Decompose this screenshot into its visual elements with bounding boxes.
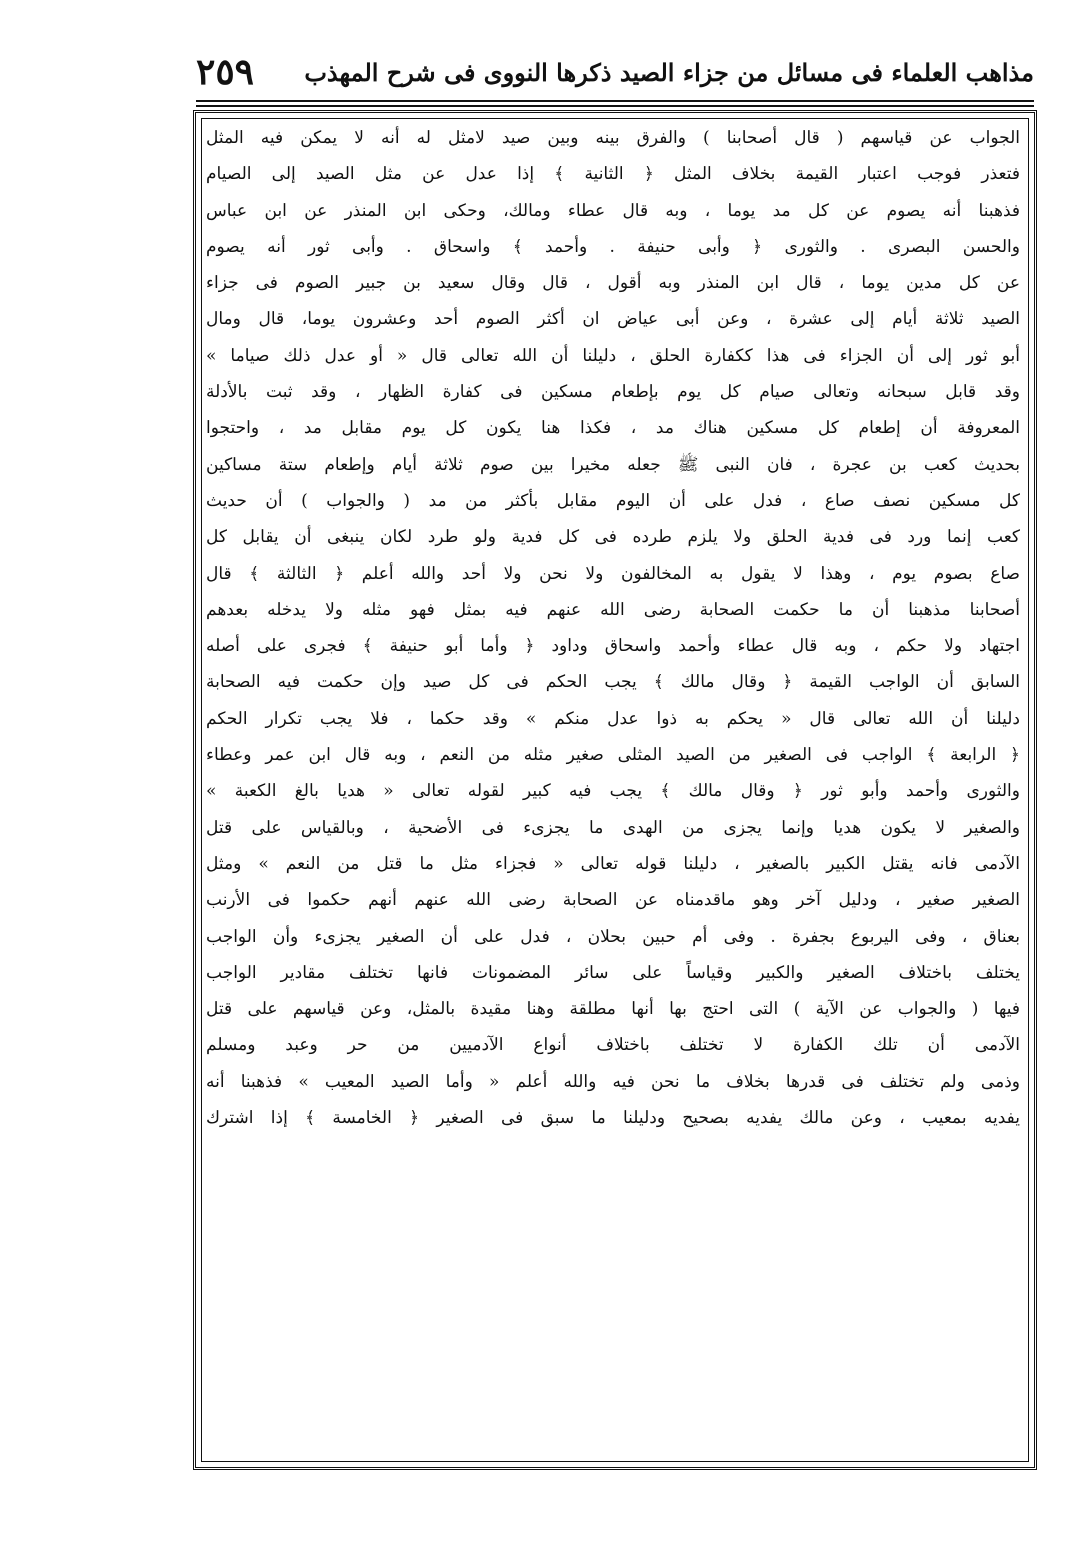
text-line: يفديه بمعيب ، وعن مالك يفديه بصحيح ودليلنا ما سبق فى الصغير ﴿ الخامسة ﴾ إذا اشترك <box>206 1108 1020 1129</box>
text-line: بعناق ، وفى اليربوع بجفرة . وفى أم حبين بحلان ، فدل على أن الصغير يجزىء وأن الواجب <box>206 926 1020 947</box>
text-line: فتعذر فوجب اعتبار القيمة بخلاف المثل ﴿ الثانية ﴾ إذا عدل عن مثل الصيد إلى الصيام <box>206 164 1020 185</box>
text-line: دليلنا أن الله تعالى قال « يحكم به ذوا عدل منكم » وقد حكما ، فلا يجب تكرار الحكم <box>206 708 1020 729</box>
page-number: ٢٥٩ <box>196 51 255 93</box>
text-line: الجواب عن قياسهم ( قال أصحابنا ) والفرق بينه وبين صيد لامثل له أنه لا يمكن فيه المثل <box>206 128 1020 148</box>
body-text <box>206 120 1020 1460</box>
text-line: السابق أن الواجب القيمة ﴿ وقال مالك ﴾ يجب الحكم فى كل صيد وإن حكمت فيه الصحابة <box>206 672 1020 693</box>
text-line: الصيد ثلاثة أيام إلى عشرة ، وعن أبى عياض ان أكثر الصوم أحد وعشرون يوما، قال ومال <box>206 309 1020 330</box>
text-line: وقد قابل سبحانه وتعالى صيام كل يوم بإطعام مسكين فى كفارة الظهار ، وقد ثبت بالأدلة <box>206 382 1020 403</box>
text-line: عن كل مدين يوما ، قال ابن المنذر وبه أقول ، قال وقال سعيد بن جبير الصوم فى جزاء <box>206 273 1020 294</box>
text-line: والحسن البصرى . والثورى ﴿ وأبى حنيفة . وأحمد ﴾ واسحاق . وأبى ثور أنه يصوم <box>206 236 1020 257</box>
text-line: الصغير صغير ، ودليل آخر وهو ماقدمناه عن الصحابة رضى الله عنهم أنهم حكموا فى الأرنب <box>206 890 1020 911</box>
header-rule-bottom <box>196 105 1034 107</box>
text-line: المعروفة أن إطعام كل مسكين هناك مد ، فكذا هنا يكون كل يوم مقابل مد ، واحتجوا <box>206 418 1020 439</box>
text-line: الآدمى فانه يقتل الكبير بالصغير ، دليلنا قوله تعالى « فجزاء مثل ما قتل من النعم » ومثل <box>206 853 1020 874</box>
text-line: كعب إنما ورد فى فدية الحلق ولا يلزم طرده فى كل فدية ولو طرد لكان ينبغى أن يقابل كل <box>206 527 1020 548</box>
text-line: والثورى وأحمد وأبو ثور ﴿ وقال مالك ﴾ يجب فيه كبير لقوله تعالى « هديا بالغ الكعبة » <box>206 781 1020 802</box>
text-line: يختلف باختلاف الصغير والكبير وقياساً على سائر المضمونات فانها تختلف مقادير الواجب <box>206 962 1020 983</box>
page-header <box>196 44 1034 100</box>
text-line: بحديث كعب بن عجرة ، فان النبى ﷺ جعله مخيرا بين صوم ثلاثة أيام وإطعام ستة مساكين <box>206 454 1020 475</box>
text-line: ﴿ الرابعة ﴾ الواجب فى الصغير من الصيد المثلى صغير مثله من النعم ، وبه قال ابن عمر وعطاء <box>206 745 1020 766</box>
text-line: صاع بصوم يوم ، وهذا لا يقول به المخالفون ولا نحن ولا أحد والله أعلم ﴿ الثالثة ﴾ قال <box>206 563 1020 584</box>
text-line: كل مسكين نصف صاع ، فدل على أن اليوم مقابل بأكثر من مد ( والجواب ) أن حديث <box>206 490 1020 511</box>
text-line: والصغير لا يكون هديا وإنما يجزى من الهدى ما يجزىء فى الأضحية ، وبالقياس على قتل <box>206 817 1020 838</box>
text-line: أبو ثور إلى أن الجزاء فى هذا ككفارة الحلق ، دليلنا أن الله تعالى قال « أو عدل ذلك صياما » <box>206 345 1020 366</box>
text-line: أصحابنا مذهبنا أن ما حكمت الصحابة رضى الله عنهم فيه بمثل فهو مثله ولا يدخله بعدهم <box>206 599 1020 620</box>
header-rule-top <box>196 100 1034 102</box>
text-line: فذهبنا أنه يصوم عن كل مد يوما ، وبه قال عطاء ومالك، وحكى ابن المنذر عن ابن عباس <box>206 200 1020 221</box>
text-line: اجتهاد ولا حكم ، وبه قال عطاء وأحمد واسحاق وداود ﴿ وأما أبو حنيفة ﴾ فجرى على أصله <box>206 636 1020 657</box>
text-line: وذمى ولم تختلف فى قدرها بخلاف ما نحن فيه والله أعلم « وأما الصيد المعيب » فذهبنا أنه <box>206 1071 1020 1092</box>
text-line: فيها ( والجواب عن الآية ) التى احتج بها أنها مطلقة وهنا مقيدة بالمثل، وعن قياسهم على قتل <box>206 999 1020 1020</box>
running-title: مذاهب العلماء فى مسائل من جزاء الصيد ذكرها النووى فى شرح المهذب <box>304 57 1034 87</box>
text-line: الآدمى أن تلك الكفارة لا تختلف باختلاف أنواع الآدميين من حر وعبد ومسلم <box>206 1035 1020 1056</box>
